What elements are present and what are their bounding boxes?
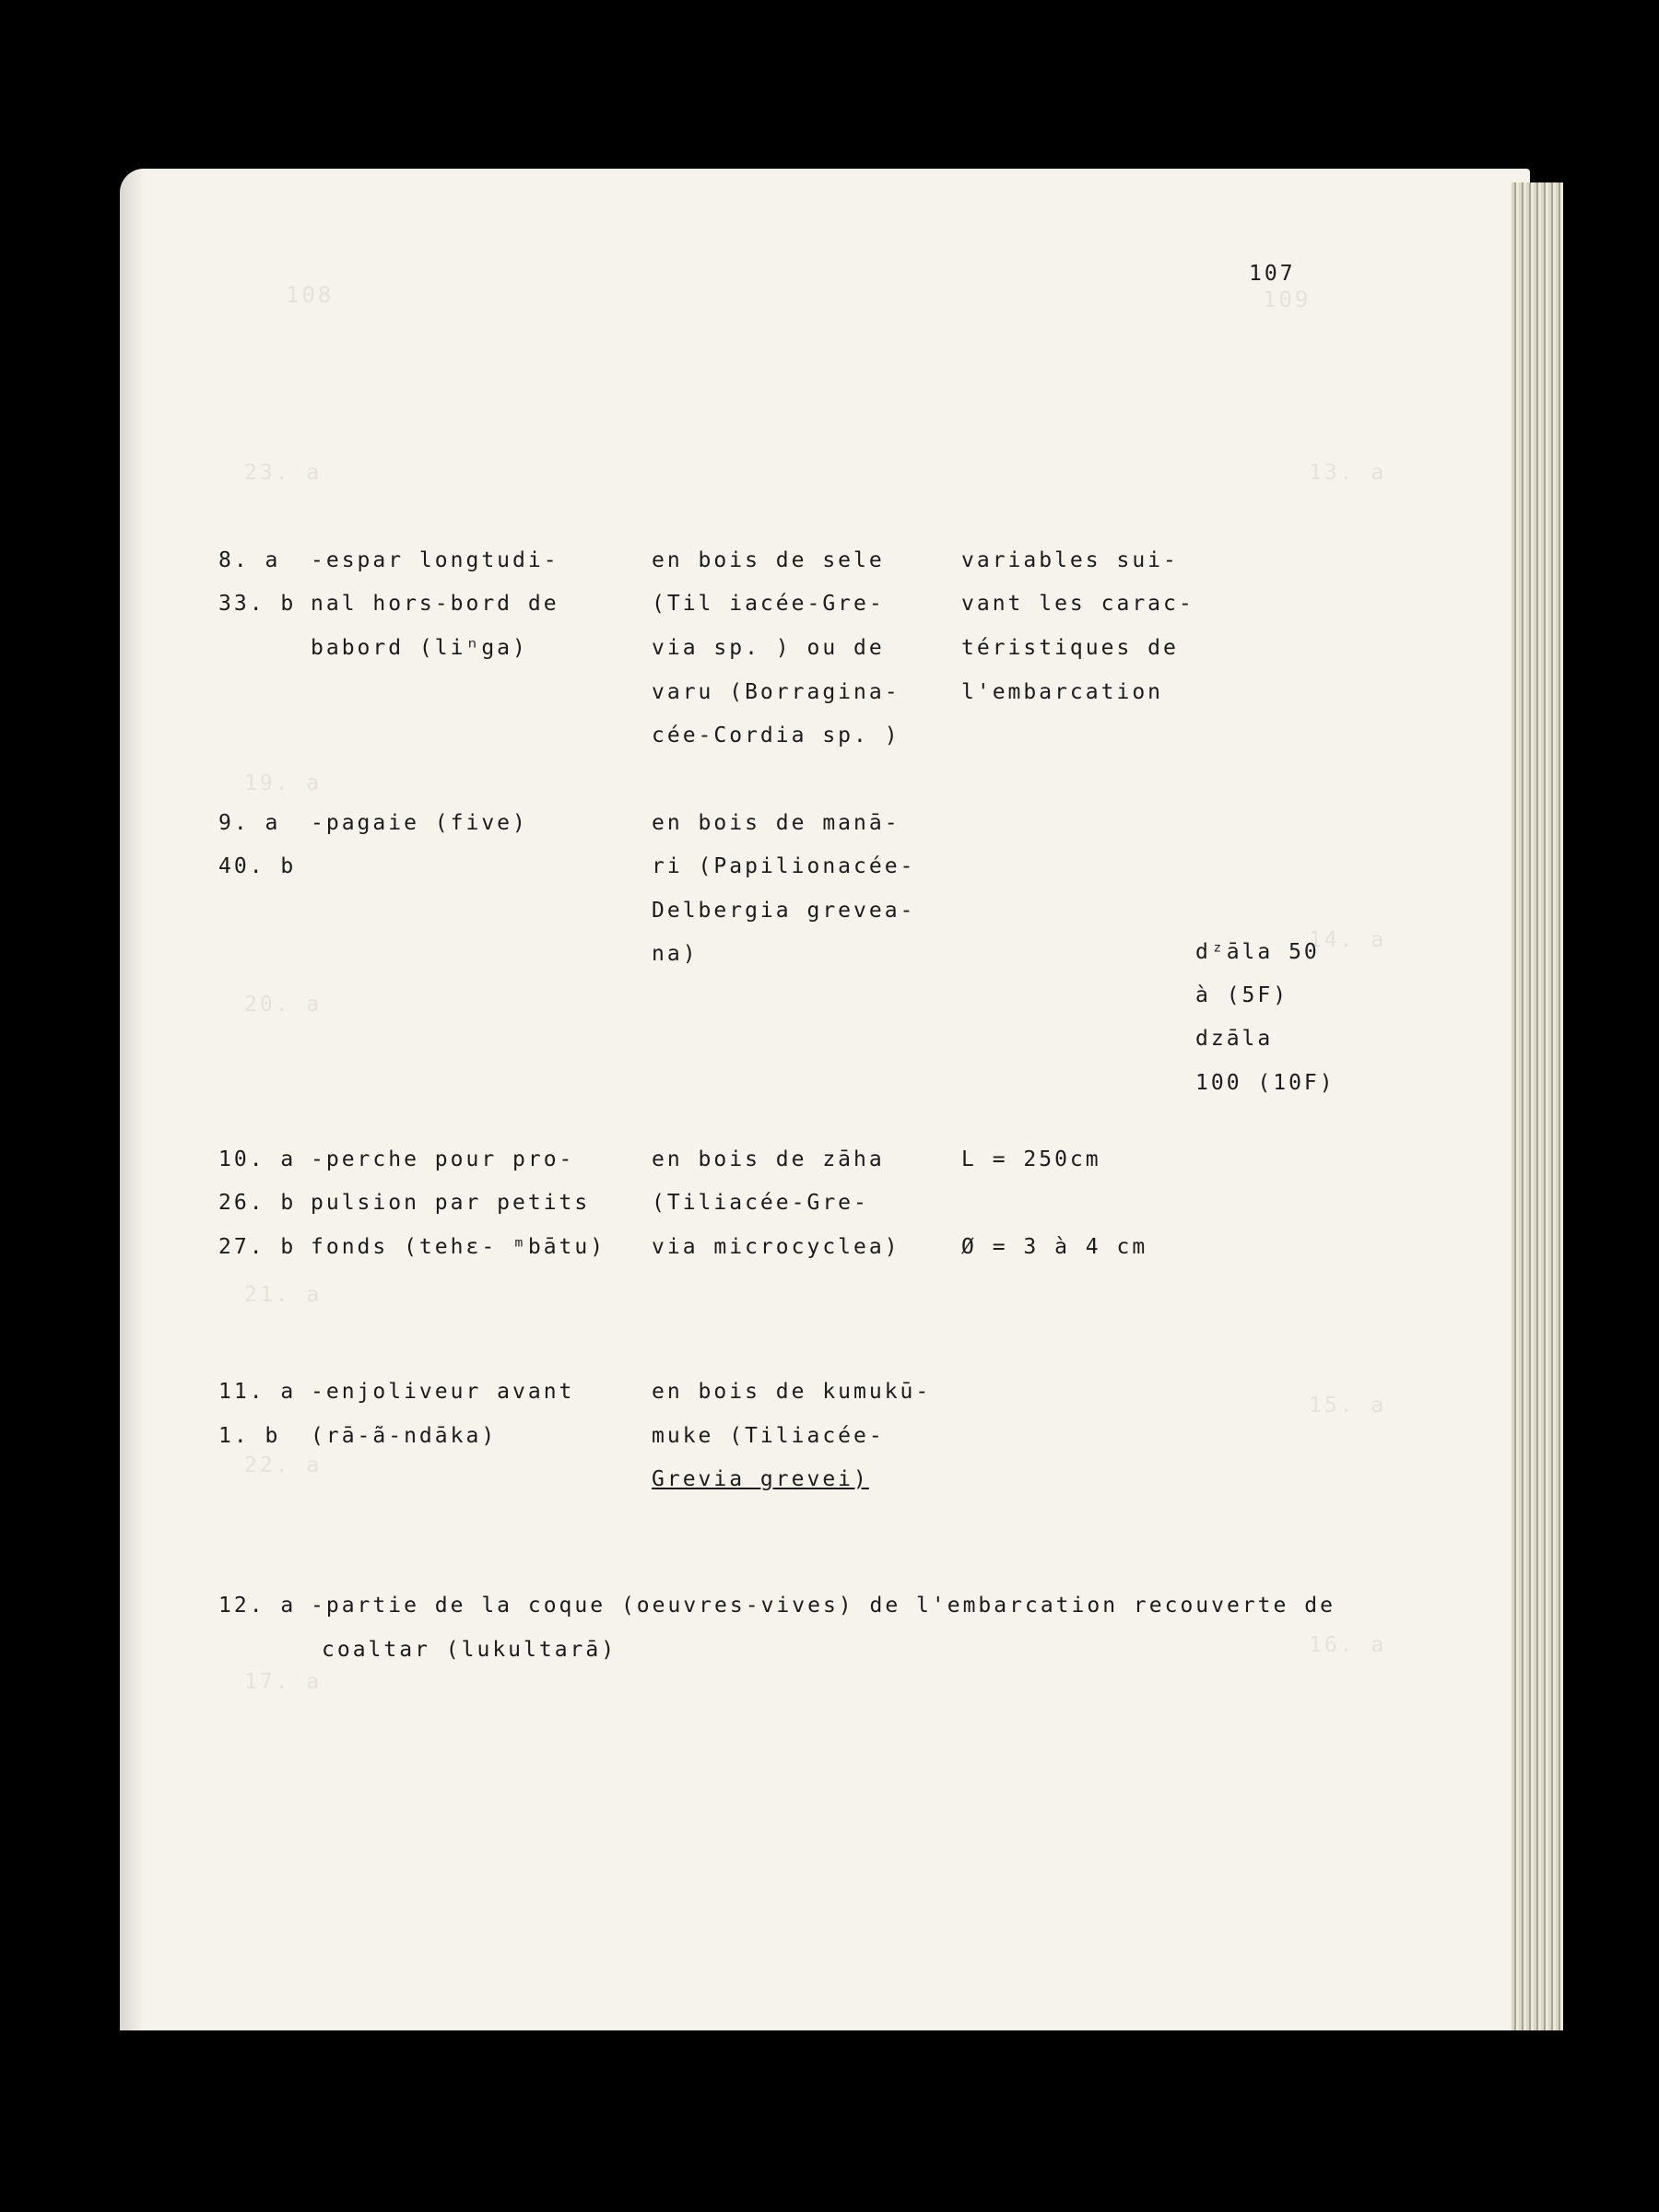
material-line: en bois de sele xyxy=(652,548,885,572)
entry-code: 26. b xyxy=(218,1191,297,1215)
term-line: nal hors-bord de xyxy=(311,592,559,616)
material-line: via microcyclea) xyxy=(652,1235,900,1259)
entry-code: 9. a xyxy=(218,811,281,835)
material-line: ri (Papilionacée- xyxy=(652,854,916,878)
bleed-through-number: 108 xyxy=(286,282,335,308)
note-line: à (5F) xyxy=(1195,983,1289,1007)
material-line: via sp. ) ou de xyxy=(652,636,885,660)
note-line: vant les carac- xyxy=(961,592,1194,616)
page-number: 107 xyxy=(1249,262,1296,286)
note-line: variables sui- xyxy=(961,548,1179,572)
term-line: -espar longtudi- xyxy=(311,548,559,572)
entry-code: 12. a xyxy=(218,1594,297,1618)
note-line: L = 250cm xyxy=(961,1147,1101,1171)
bleed-through-code: 15. a xyxy=(1309,1394,1387,1418)
bleed-through-code: 19. a xyxy=(244,771,323,795)
term-line: (rā-ã-ndāka) xyxy=(311,1424,498,1448)
material-line: Delbergia grevea- xyxy=(652,899,916,923)
note-line: dᶻāla 50 xyxy=(1195,940,1320,964)
note-line: 100 (10F) xyxy=(1195,1071,1335,1095)
term-line: -partie de la coque (oeuvres-vives) de l'embarcation recouverte de xyxy=(311,1594,1335,1618)
bleed-through-number: 109 xyxy=(1263,287,1312,312)
note-line: l'embarcation xyxy=(961,680,1164,704)
term-line: -enjoliveur avant xyxy=(311,1380,575,1404)
term-line: coaltar (lukultarā) xyxy=(322,1638,618,1662)
material-line: na) xyxy=(652,942,699,966)
note-line: dzāla xyxy=(1195,1027,1274,1051)
note-line: Ø = 3 à 4 cm xyxy=(961,1235,1148,1259)
material-line: en bois de manā- xyxy=(652,811,900,835)
entry-code: 40. b xyxy=(218,854,297,878)
entry-code: 8. a xyxy=(218,548,281,572)
note-line: téristiques de xyxy=(961,636,1179,660)
material-line: varu (Borragina- xyxy=(652,680,900,704)
entry-code: 27. b xyxy=(218,1235,297,1259)
entry-code: 10. a xyxy=(218,1147,297,1171)
bleed-through-code: 21. a xyxy=(244,1283,323,1307)
term-line: pulsion par petits xyxy=(311,1191,591,1215)
page-stack-edge xyxy=(1512,182,1563,2030)
entry-code: 33. b xyxy=(218,592,297,616)
entry-code: 11. a xyxy=(218,1380,297,1404)
material-line: muke (Tiliacée- xyxy=(652,1424,885,1448)
material-line: cée-Cordia sp. ) xyxy=(652,724,900,747)
bleed-through-code: 23. a xyxy=(244,461,323,485)
term-line: babord (liⁿga) xyxy=(311,636,528,660)
bleed-through-code: 17. a xyxy=(244,1670,323,1694)
book-page xyxy=(120,169,1530,2030)
material-line: Grevia grevei) xyxy=(652,1467,869,1491)
bleed-through-code: 14. a xyxy=(1309,928,1387,952)
bleed-through-code: 16. a xyxy=(1309,1633,1387,1657)
material-line: en bois de zāha xyxy=(652,1147,885,1171)
material-line: (Tiliacée-Gre- xyxy=(652,1191,869,1215)
term-line: -pagaie (five) xyxy=(311,811,528,835)
bleed-through-code: 22. a xyxy=(244,1453,323,1477)
entry-code: 1. b xyxy=(218,1424,281,1448)
term-line: -perche pour pro- xyxy=(311,1147,575,1171)
material-line: (Til iacée-Gre- xyxy=(652,592,885,616)
page-gutter-shadow xyxy=(120,169,144,2030)
material-line: en bois de kumukū- xyxy=(652,1380,932,1404)
term-line: fonds (tehɛ- ᵐbātu) xyxy=(311,1235,606,1259)
bleed-through-code: 13. a xyxy=(1309,461,1387,485)
bleed-through-code: 20. a xyxy=(244,993,323,1017)
